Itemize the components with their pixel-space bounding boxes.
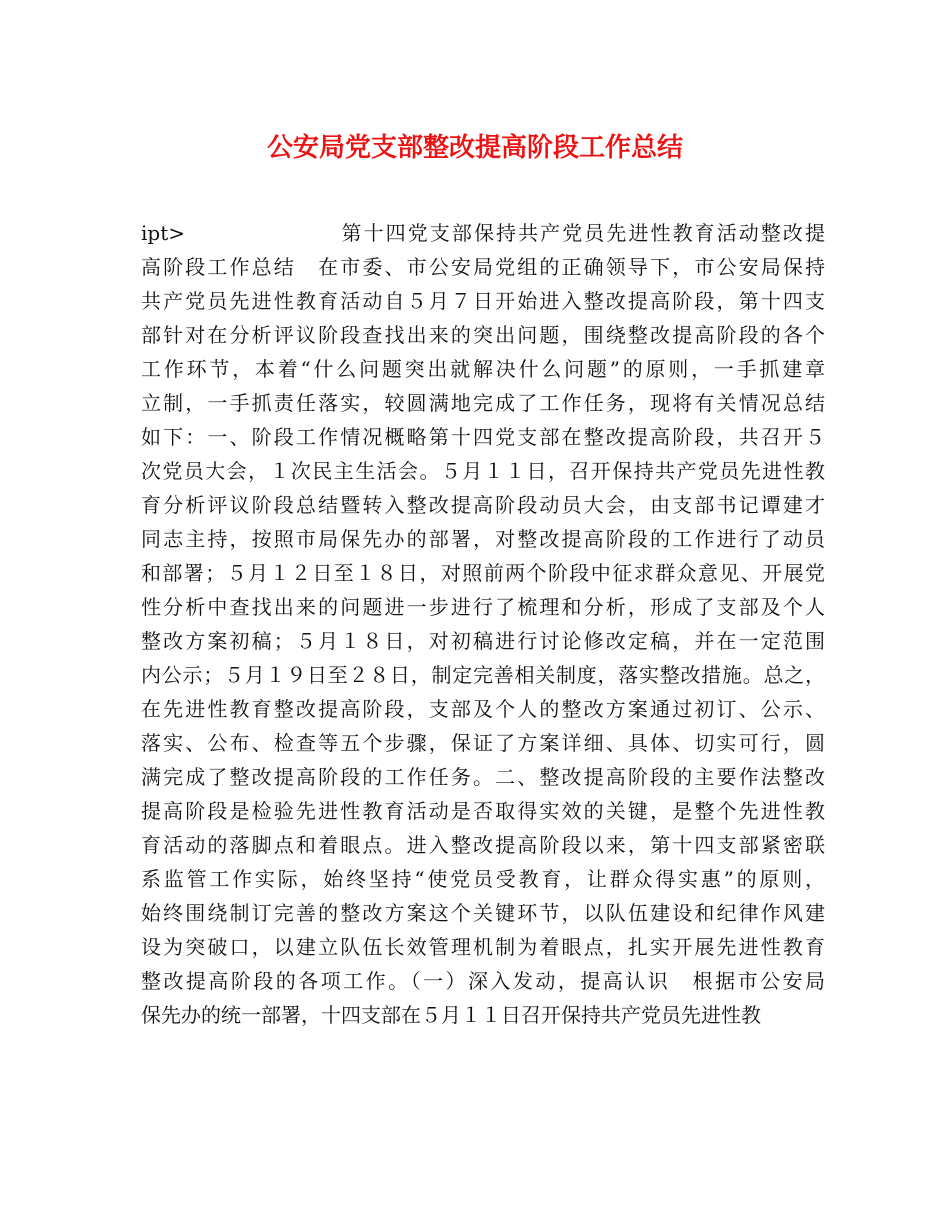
body-line: 整改方案初稿；５月１８日，对初稿进行讨论修改定稿，并在一定范围: [141, 629, 825, 653]
body-line: 整改提高阶段的各项工作。（一）深入发动，提高认识 根据市公安局: [141, 969, 825, 993]
body-line: 次党员大会，１次民主生活会。５月１１日，召开保持共产党员先进性教: [141, 459, 825, 483]
body-line: 内公示；５月１９日至２８日，制定完善相关制度，落实整改措施。总之，: [141, 663, 825, 687]
body-line: ipt> 第十四党支部保持共产党员先进性教育活动整改提: [141, 221, 825, 245]
body-line: 保先办的统一部署，十四支部在５月１１日召开保持共产党员先进性教: [141, 1003, 761, 1027]
document-body: [141, 216, 825, 1032]
body-line: 始终围绕制订完善的整改方案这个关键环节，以队伍建设和纪律作风建: [141, 901, 825, 925]
body-line: 共产党员先进性教育活动自５月７日开始进入整改提高阶段，第十四支: [141, 289, 825, 313]
body-line: 工作环节，本着“什么问题突出就解决什么问题”的原则，一手抓建章: [141, 357, 825, 381]
body-line: 和部署；５月１２日至１８日，对照前两个阶段中征求群众意见、开展党: [141, 561, 825, 585]
body-line: 如下：一、阶段工作情况概略第十四党支部在整改提高阶段，共召开５: [141, 425, 825, 449]
document-title: 公安局党支部整改提高阶段工作总结: [266, 133, 683, 163]
body-line: 提高阶段是检验先进性教育活动是否取得实效的关键，是整个先进性教: [141, 799, 825, 823]
body-line: 满完成了整改提高阶段的工作任务。二、整改提高阶段的主要作法整改: [141, 765, 825, 789]
body-line: 部针对在分析评议阶段查找出来的突出问题，围绕整改提高阶段的各个: [141, 323, 825, 347]
body-line: 在先进性教育整改提高阶段，支部及个人的整改方案通过初订、公示、: [141, 697, 825, 721]
body-line: 同志主持，按照市局保先办的部署，对整改提高阶段的工作进行了动员: [141, 527, 825, 551]
body-line: 高阶段工作总结 在市委、市公安局党组的正确领导下，市公安局保持: [141, 255, 825, 279]
body-line: 落实、公布、检查等五个步骤，保证了方案详细、具体、切实可行，圆: [141, 731, 825, 755]
body-line: 性分析中查找出来的问题进一步进行了梳理和分析，形成了支部及个人: [141, 595, 825, 619]
body-line: 立制，一手抓责任落实，较圆满地完成了工作任务，现将有关情况总结: [141, 391, 825, 415]
body-line: 系监管工作实际，始终坚持“使党员受教育，让群众得实惠”的原则，: [141, 867, 825, 891]
body-line: 育分析评议阶段总结暨转入整改提高阶段动员大会，由支部书记谭建才: [141, 493, 825, 517]
body-line: 设为突破口，以建立队伍长效管理机制为着眼点，扎实开展先进性教育: [141, 935, 825, 959]
body-line: 育活动的落脚点和着眼点。进入整改提高阶段以来，第十四支部紧密联: [141, 833, 825, 857]
